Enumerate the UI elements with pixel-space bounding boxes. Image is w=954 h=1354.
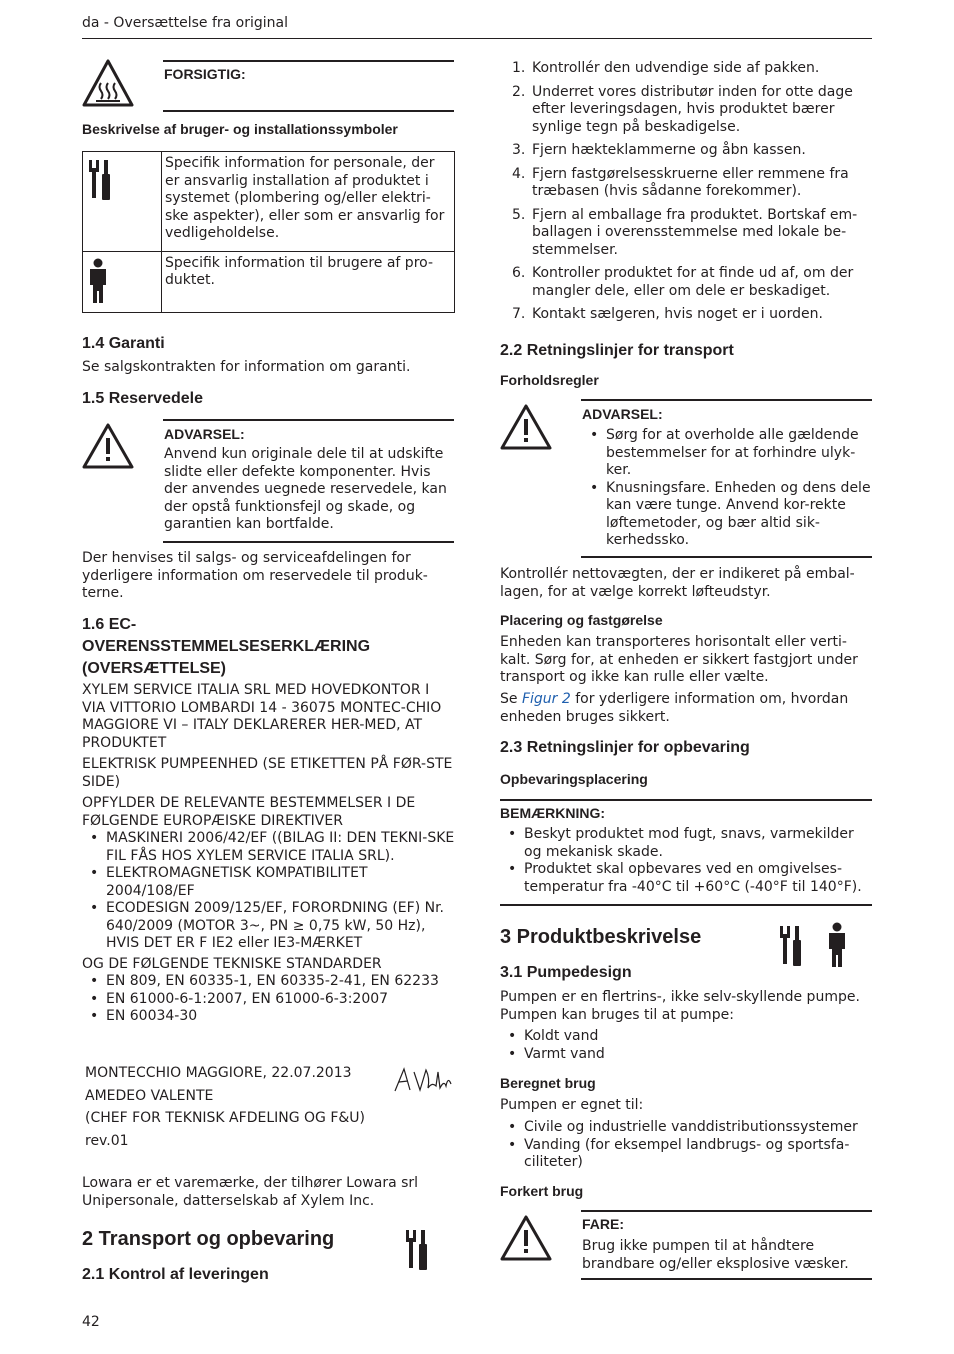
page-number: 42 [82, 1314, 100, 1330]
warning-text: Anvend kun originale dele til at udskifte slidte eller defekte komponenter. Hvis der anvendes uegnede reservedele, kan der opstå funktionsfejl og skade, og garantien kan bortfalde. [164, 446, 447, 532]
list-item: • ECODESIGN 2009/125/EF, FORORDNING (EF) Nr. 640/2009 (MOTOR 3~, PN ≥ 0,75 kW, 50 Hz), HVIS DET ER F IE2 eller IE3-MÆRKET [82, 900, 456, 953]
storage-note-list [500, 826, 872, 896]
pump-liquids-list [500, 1028, 872, 1063]
danger-top-rule [581, 1210, 872, 1212]
list-item: 2. Underret vores distributør inden for otte dage efter leveringsdagen, hvis produktet bærer synlige tegn på beskadigelse. [512, 83, 853, 135]
warning-bottom-rule [163, 541, 454, 543]
list-item: 1. Kontrollér den udvendige side af pakken. [512, 60, 820, 76]
warning-top-rule [581, 399, 872, 401]
list-item: • Civile og industrielle vanddistributionssystemer [500, 1119, 872, 1137]
declaration-p4: OG DE FØLGENDE TEKNISKE STANDARDER [82, 955, 382, 972]
danger-label: FARE: [582, 1216, 624, 1232]
page-header: da - Oversættelse fra original [82, 15, 289, 31]
intended-use-heading: Beregnet brug [500, 1075, 596, 1091]
intended-use-list [500, 1119, 872, 1172]
figure-2-link[interactable]: Figur 2 [521, 691, 571, 707]
list-item: 4. Fjern fastgørelsesskruerne eller remmene fra træbasen (hvis sådanne forekommer). [512, 165, 849, 199]
warning-icon [82, 422, 134, 470]
transport-text-figure: Se Figur 2 for yderligere information om, hvordan enheden bruges sikkert. [500, 691, 849, 725]
section-1-6-title-line: (OVERSÆTTELSE) [82, 660, 227, 677]
symbols-heading: Beskrivelse af bruger- og installationssymboler [82, 121, 398, 137]
warning-label: ADVARSEL: [164, 426, 245, 442]
tools-icon [778, 924, 804, 968]
section-1-6-title [82, 614, 370, 680]
intended-use-text: Pumpen er egnet til: [500, 1097, 644, 1113]
note-top-rule [500, 799, 872, 801]
section-1-5-text: Der henvises til salgs- og serviceafdelingen for yderligere information om reservedele til produk-terne. [82, 550, 428, 601]
section-2-3-title: 2.3 Retningslinjer for opbevaring [500, 739, 750, 756]
list-item: • Produktet skal opbevares ved en omgivelses-temperatur fra -40°C til +60°C (-40°F til 140°F). [500, 861, 872, 896]
section-1-6-title-line: 1.6 EC- [82, 616, 137, 633]
list-item: • Koldt vand [500, 1028, 872, 1046]
caution-bottom-rule [163, 110, 454, 112]
section-2-title: 2 Transport og opbevaring [82, 1228, 335, 1250]
delivery-steps [500, 60, 872, 330]
warning-label: ADVARSEL: [582, 406, 663, 422]
placement-heading: Placering og fastgørelse [500, 612, 663, 628]
list-item: • Beskyt produktet mod fugt, snavs, varmekilder og mekanisk skade. [500, 826, 872, 861]
section-1-4-text: Se salgskontrakten for information om garanti. [82, 359, 411, 375]
danger-icon [500, 1214, 552, 1262]
list-item: 6. Kontroller produktet for at finde ud af, om der mangler dele, eller om dele er beskadiget. [512, 265, 854, 299]
list-item: • EN 60034-30 [82, 1008, 456, 1026]
pump-design-text: Pumpen er en flertrins-, ikke selv-skyllende pumpe. Pumpen kan bruges til at pumpe: [500, 989, 860, 1023]
tools-icon [87, 158, 113, 202]
list-item: • Varmt vand [500, 1046, 872, 1064]
warning-bottom-rule [581, 556, 872, 558]
section-2-2-title: 2.2 Retningslinjer for transport [500, 342, 734, 359]
declaration-p1: XYLEM SERVICE ITALIA SRL MED HOVEDKONTOR I VIA VITTORIO LOMBARDI 14 - 36075 MONTEC-CHIO MAGGIORE VI – ITALY DEKLARERER HER-MED, AT PRODUKTET [82, 682, 442, 751]
handwritten-signature [392, 1064, 454, 1096]
caution-top-rule [163, 60, 454, 62]
symbols-table [82, 151, 455, 313]
transport-warning-list [582, 427, 874, 550]
signature-line: (CHEF FOR TEKNISK AFDELING OG F&U) [85, 1110, 366, 1126]
standards-list [82, 973, 456, 1026]
symbol-user-text: Specifik information til brugere af pro-duktet. [162, 251, 455, 312]
danger-text: Brug ikke pumpen til at håndtere brandbare og/eller eksplosive væsker. [582, 1238, 849, 1272]
list-item: • Vanding (for eksempel landbrugs- og sportsfa-ciliteter) [500, 1137, 872, 1172]
danger-bottom-rule [581, 1278, 872, 1280]
section-1-5-title: 1.5 Reservedele [82, 390, 203, 407]
misuse-heading: Forkert brug [500, 1183, 584, 1199]
symbol-installer-text: Specifik information for personale, der er ansvarlig installation af produktet i systemet (plombering og/eller elektri-ske aspekter), eller som er ansvarlig for vedligeholdelse. [162, 152, 455, 252]
list-item: • EN 61000-6-1:2007, EN 61000-6-3:2007 [82, 991, 456, 1009]
section-3-title: 3 Produktbeskrivelse [500, 926, 702, 948]
signature-line: MONTECCHIO MAGGIORE, 22.07.2013 [85, 1065, 352, 1081]
section-2-1-title: 2.1 Kontrol af leveringen [82, 1266, 269, 1283]
note-bottom-rule [500, 904, 872, 906]
signature-block [85, 1062, 365, 1152]
precautions-heading: Forholdsregler [500, 372, 599, 388]
list-item: • Sørg for at overholde alle gældende bestemmelser for at forhindre ulyk-ker. [582, 427, 874, 480]
trademark-text: Lowara er et varemærke, der tilhører Lowara srl Unipersonale, datterselskab af Xylem Inc. [82, 1175, 419, 1209]
list-item: 5. Fjern al emballage fra produktet. Bortskaf em-ballagen i overensstemmelse med lokale be-stemmelser. [512, 206, 858, 258]
list-item: • EN 809, EN 60335-1, EN 60335-2-41, EN 62233 [82, 973, 456, 991]
note-label: BEMÆRKNING: [500, 805, 605, 821]
list-item: • MASKINERI 2006/42/EF ((BILAG II: DEN TEKNI-SKE FIL FÅS HOS XYLEM SERVICE ITALIA SRL). [82, 830, 456, 865]
signature-line: rev.01 [85, 1132, 129, 1149]
transport-text-placement: Enheden kan transporteres horisontalt eller verti-kalt. Sørg for, at enheden er sikkert fastgjort under transport og ikke kan rulle eller vælte. [500, 634, 858, 685]
header-divider [82, 38, 872, 39]
list-item: • ELEKTROMAGNETISK KOMPATIBILITET 2004/108/EF [82, 865, 456, 900]
table-row [83, 152, 455, 252]
user-icon [87, 258, 109, 304]
hot-surface-icon [82, 58, 134, 108]
list-item: 3. Fjern hækteklammerne og åbn kassen. [512, 142, 806, 158]
user-icon [826, 922, 848, 968]
list-item: • Knusningsfare. Enheden og dens dele kan være tunge. Anvend kor-rekte løftemetoder, og bær altid sik-kerhedssko. [582, 480, 874, 550]
signature-line: AMEDEO VALENTE [85, 1087, 214, 1104]
storage-place-heading: Opbevaringsplacering [500, 771, 648, 787]
section-1-6-title-line: OVERENSSTEMMELSESERKLÆRING [82, 638, 371, 655]
table-row [83, 251, 455, 312]
tools-icon [404, 1228, 430, 1272]
section-1-4-title: 1.4 Garanti [82, 335, 165, 352]
declaration-p3: OPFYLDER DE RELEVANTE BESTEMMELSER I DE FØLGENDE EUROPÆISKE DIREKTIVER [82, 795, 416, 829]
declaration-p2: ELEKTRISK PUMPEENHED (SE ETIKETTEN PÅ FØR-STE SIDE) [82, 756, 453, 790]
section-3-1-title: 3.1 Pumpedesign [500, 964, 632, 981]
directives-list [82, 830, 456, 953]
warning-icon [500, 403, 552, 451]
list-item: 7. Kontakt sælgeren, hvis noget er i uorden. [512, 306, 823, 322]
warning-top-rule [163, 419, 454, 421]
caution-label: FORSIGTIG: [164, 66, 246, 82]
declaration-block [82, 682, 456, 1026]
transport-text-weight: Kontrollér nettovægten, der er indikeret på embal-lagen, for at vælge korrekt løfteudstyr. [500, 566, 855, 600]
